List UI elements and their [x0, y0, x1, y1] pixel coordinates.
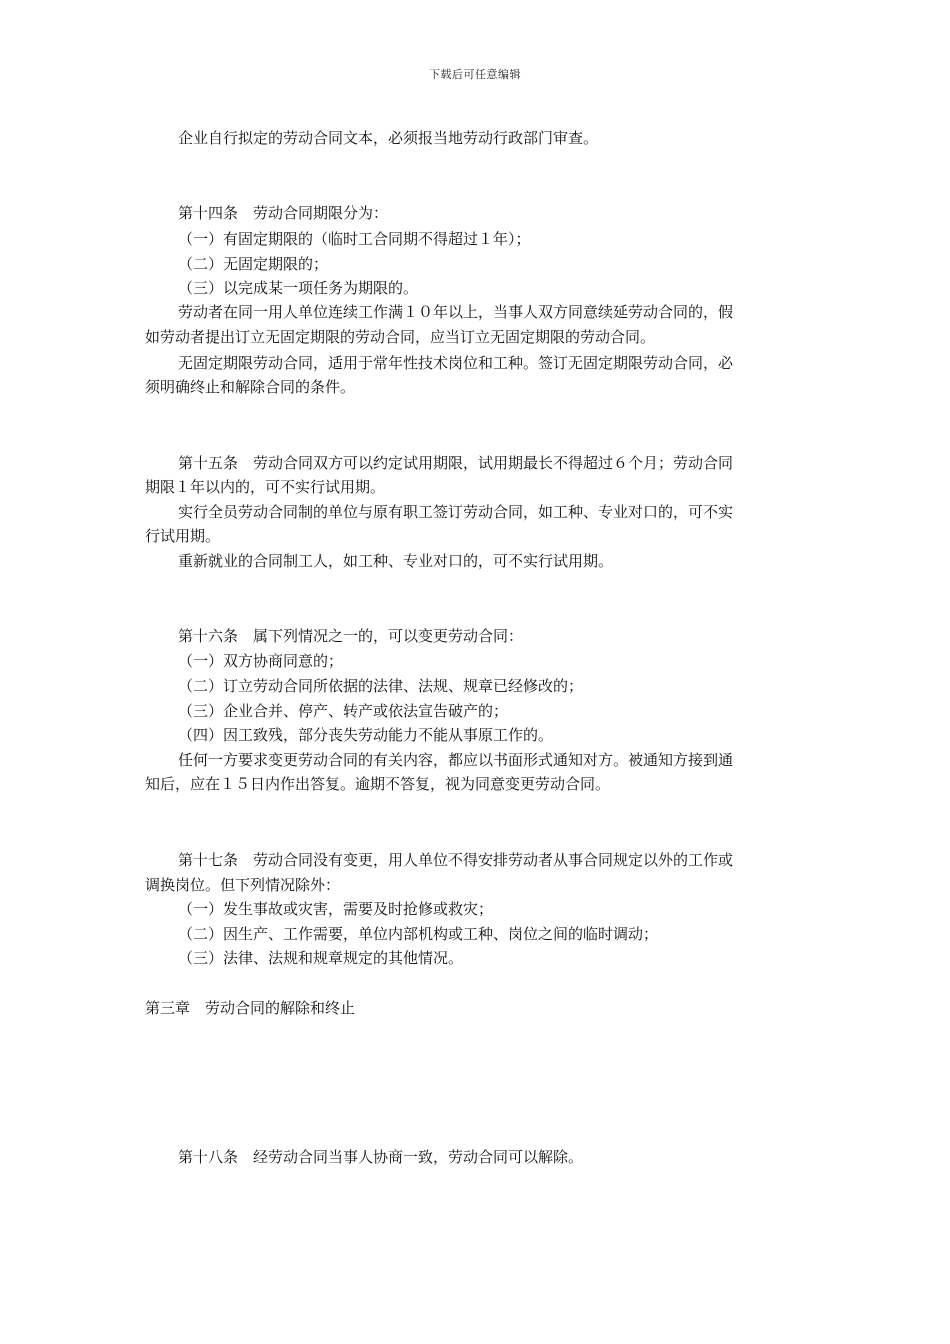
- paragraph-line: 如劳动者提出订立无固定期限的劳动合同，应当订立无固定期限的劳动合同。: [145, 328, 656, 346]
- page-header-note: 下载后可任意编辑: [429, 68, 521, 81]
- paragraph-line: 重新就业的合同制工人，如工种、专业对口的，可不实行试用期。: [178, 552, 614, 570]
- paragraph-line: 任何一方要求变更劳动合同的有关内容，都应以书面形式通知对方。被通知方接到通: [178, 751, 734, 769]
- list-item: （三）以完成某一项任务为期限的。: [178, 279, 419, 297]
- paragraph-line: 劳动者在同一用人单位连续工作满１０年以上，当事人双方同意续延劳动合同的，假: [178, 303, 734, 321]
- list-item: （三）法律、法规和规章规定的其他情况。: [178, 949, 464, 967]
- list-item: （二）因生产、工作需要，单位内部机构或工种、岗位之间的临时调动；: [178, 925, 659, 943]
- list-item: （二）订立劳动合同所依据的法律、法规、规章已经修改的；: [178, 677, 584, 695]
- chapter-3-heading: 第三章 劳动合同的解除和终止: [145, 999, 356, 1017]
- paragraph-line: 实行全员劳动合同制的单位与原有职工签订劳动合同，如工种、专业对口的，可不实: [178, 503, 734, 521]
- article-15-heading: 第十五条 劳动合同双方可以约定试用期限，试用期最长不得超过６个月；劳动合同: [178, 454, 734, 472]
- list-item: （一）发生事故或灾害，需要及时抢修或救灾；: [178, 900, 494, 918]
- article-18-heading: 第十八条 经劳动合同当事人协商一致，劳动合同可以解除。: [178, 1148, 584, 1166]
- list-item: （一）双方协商同意的；: [178, 652, 344, 670]
- article-14-heading: 第十四条 劳动合同期限分为：: [178, 204, 389, 222]
- list-item: （四）因工致残，部分丧失劳动能力不能从事原工作的。: [178, 726, 554, 744]
- list-item: （一）有固定期限的（临时工合同期不得超过１年）；: [178, 230, 531, 248]
- paragraph-line: 企业自行拟定的劳动合同文本，必须报当地劳动行政部门审查。: [178, 129, 599, 147]
- paragraph-line: 无固定期限劳动合同，适用于常年性技术岗位和工种。签订无固定期限劳动合同，必: [178, 354, 734, 372]
- paragraph-line: 调换岗位。但下列情况除外：: [145, 876, 341, 894]
- paragraph-line: 知后，应在１５日内作出答复。逾期不答复，视为同意变更劳动合同。: [145, 775, 611, 793]
- paragraph-line: 行试用期。: [145, 527, 221, 545]
- article-17-heading: 第十七条 劳动合同没有变更，用人单位不得安排劳动者从事合同规定以外的工作或: [178, 851, 734, 869]
- list-item: （二）无固定期限的；: [178, 255, 329, 273]
- list-item: （三）企业合并、停产、转产或依法宣告破产的；: [178, 702, 509, 720]
- paragraph-line: 期限１年以内的，可不实行试用期。: [145, 478, 386, 496]
- paragraph-line: 须明确终止和解除合同的条件。: [145, 378, 356, 396]
- article-16-heading: 第十六条 属下列情况之一的，可以变更劳动合同：: [178, 627, 524, 645]
